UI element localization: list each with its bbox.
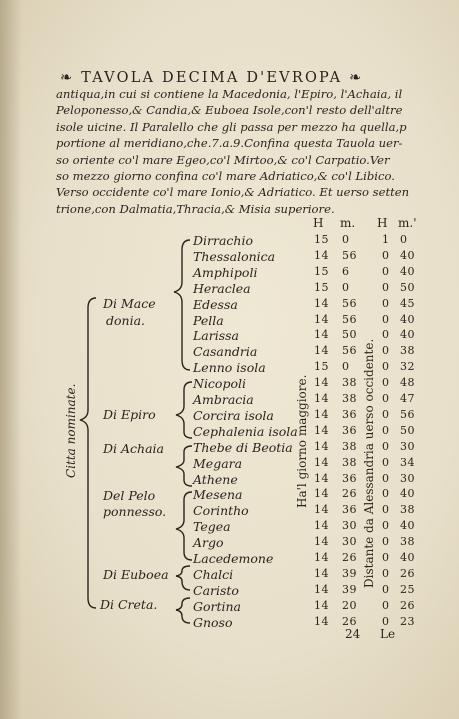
distance-hours-value: 0	[382, 519, 390, 533]
minutes-value: 30	[342, 535, 357, 549]
city-name: Argo	[193, 535, 224, 551]
region-peloponnesso-1: Del Pelo	[103, 488, 156, 503]
distance-minutes-value: 30	[400, 471, 415, 485]
minutes-value: 0	[342, 360, 350, 374]
hours-value: 14	[314, 376, 329, 390]
euboea-brace	[176, 566, 190, 590]
page-title: ❧ TAVOLA DECIMA D'EVROPA ❧	[60, 70, 364, 86]
intro-line: trione,con Dalmatia,Thracia,& Misia superiore.	[56, 201, 335, 216]
distance-minutes-value: 48	[400, 376, 415, 390]
intro-line: so oriente co'l mare Egeo,co'l Mirtoo,& co'l Carpatio.Ver	[56, 152, 390, 167]
distance-hours-value: 0	[382, 566, 390, 580]
minutes-value: 38	[342, 376, 357, 390]
hours-value: 15	[314, 280, 329, 294]
vertical-label-distante: Distante da Alessandria uerso occidente.	[362, 338, 376, 588]
intro-line: portione al meridiano,che.7.a.9.Confina questa Tauola uer-	[56, 136, 403, 151]
distance-minutes-value: 45	[400, 296, 415, 310]
catchword: Le	[380, 627, 396, 641]
distance-minutes-value: 23	[400, 614, 415, 628]
distance-minutes-value: 26	[400, 566, 415, 580]
distance-minutes-value: 0	[400, 233, 408, 246]
minutes-value: 30	[342, 519, 357, 533]
header-minutes-1: m.	[340, 216, 356, 230]
hours-value: 14	[314, 328, 329, 342]
hours-value: 14	[314, 439, 329, 453]
header-hours-1: H	[313, 216, 324, 230]
distance-hours-value: 0	[382, 439, 390, 453]
distance-minutes-value: 47	[400, 392, 415, 405]
hours-value: 14	[314, 503, 329, 517]
distance-hours-value: 0	[382, 598, 390, 612]
intro-line: antiqua,in cui si contiene la Macedonia, l'Epiro, l'Achaia, il	[56, 87, 403, 101]
minutes-value: 56	[342, 312, 357, 326]
hours-value: 15	[314, 264, 329, 278]
distance-minutes-value: 38	[400, 535, 415, 549]
distance-minutes-value: 56	[400, 407, 415, 421]
minutes-value: 56	[342, 296, 357, 310]
minutes-value: 38	[342, 439, 357, 453]
distance-minutes-value: 26	[400, 598, 415, 612]
distance-hours-value: 0	[382, 344, 390, 358]
peloponnesso-brace	[176, 492, 192, 560]
city-name: Thessalonica	[193, 248, 276, 264]
distance-hours-value: 0	[382, 248, 390, 262]
city-name: Nicopoli	[193, 376, 246, 392]
distance-hours-value: 0	[382, 312, 390, 326]
minutes-value: 56	[342, 344, 357, 358]
minutes-value: 39	[342, 582, 357, 596]
hours-value: 14	[314, 551, 329, 564]
city-name: Tegea	[193, 519, 231, 535]
distance-minutes-value: 34	[400, 455, 415, 469]
hours-value: 14	[314, 312, 329, 326]
city-name: Lenno isola	[193, 360, 266, 376]
header-hours-2: H	[377, 216, 388, 230]
hours-value: 14	[314, 455, 329, 469]
minutes-value: 36	[342, 407, 357, 421]
city-name: Gnoso	[193, 614, 233, 630]
hours-value: 14	[314, 423, 329, 437]
macedonia-brace	[174, 240, 190, 370]
region-epiro: Di Epiro	[103, 407, 156, 422]
city-name: Gortina	[193, 598, 242, 614]
region-achaia: Di Achaia	[103, 441, 164, 456]
distance-minutes-value: 40	[400, 312, 415, 326]
distance-hours-value: 0	[382, 376, 390, 390]
city-name: Dirrachio	[193, 233, 253, 248]
city-name: Mesena	[193, 487, 243, 503]
hours-value: 14	[314, 582, 329, 596]
side-label-citta: Citta nominate.	[64, 383, 78, 478]
distance-hours-value: 0	[382, 487, 390, 501]
minutes-value: 56	[342, 248, 357, 262]
city-name: Caristo	[193, 582, 239, 598]
outer-brace	[80, 298, 96, 608]
distance-minutes-value: 40	[400, 551, 415, 564]
hours-value: 15	[314, 233, 329, 246]
minutes-value: 6	[342, 264, 350, 278]
distance-hours-value: 0	[382, 582, 390, 596]
hours-value: 14	[314, 407, 329, 421]
distance-minutes-value: 38	[400, 503, 415, 517]
minutes-value: 38	[342, 455, 357, 469]
distance-minutes-value: 50	[400, 423, 415, 437]
city-name: Casandria	[193, 344, 258, 360]
intro-line: isole uicine. Il Paralello che gli passa per mezzo ha quella,p	[56, 119, 407, 134]
city-name: Thebe di Beotia	[193, 439, 293, 455]
hours-value: 14	[314, 598, 329, 612]
distance-hours-value: 1	[382, 233, 390, 246]
minutes-value: 0	[342, 233, 350, 246]
hours-value: 14	[314, 392, 329, 405]
hours-value: 14	[314, 471, 329, 485]
city-name: Corintho	[193, 503, 249, 519]
distance-hours-value: 0	[382, 392, 390, 405]
distance-minutes-value: 25	[400, 582, 415, 596]
region-euboea: Di Euboea	[103, 567, 169, 582]
vertical-label-giorno: Ha'l giorno maggiore.	[295, 374, 309, 508]
city-name: Lacedemone	[193, 551, 274, 566]
distance-minutes-value: 40	[400, 519, 415, 533]
hours-value: 14	[314, 296, 329, 310]
distance-minutes-value: 40	[400, 248, 415, 262]
intro-line: Peloponesso,& Candia,& Euboea Isole,con'l resto dell'altre	[56, 103, 403, 118]
city-name: Edessa	[193, 296, 238, 312]
hours-value: 14	[314, 519, 329, 533]
minutes-value: 26	[342, 551, 357, 564]
distance-hours-value: 0	[382, 455, 390, 469]
city-name: Cephalenia isola	[193, 423, 298, 439]
minutes-value: 36	[342, 471, 357, 485]
distance-hours-value: 0	[382, 296, 390, 310]
city-name: Ambracia	[193, 392, 254, 407]
distance-minutes-value: 40	[400, 487, 415, 501]
hours-value: 14	[314, 535, 329, 549]
distance-minutes-value: 32	[400, 360, 415, 374]
distance-hours-value: 0	[382, 407, 390, 421]
minutes-value: 20	[342, 598, 357, 612]
region-macedonia-1: Di Mace	[103, 296, 156, 311]
hours-value: 15	[314, 360, 329, 374]
distance-minutes-value: 40	[400, 328, 415, 342]
distance-hours-value: 0	[382, 551, 390, 564]
region-creta: Di Creta.	[100, 597, 158, 612]
minutes-value: 36	[342, 503, 357, 517]
city-name: Athene	[193, 471, 238, 487]
distance-hours-value: 0	[382, 360, 390, 374]
distance-minutes-value: 50	[400, 280, 415, 294]
distance-hours-value: 0	[382, 471, 390, 485]
hours-value: 14	[314, 566, 329, 580]
distance-hours-value: 0	[382, 280, 390, 294]
city-name: Amphipoli	[193, 264, 258, 280]
distance-hours-value: 0	[382, 503, 390, 517]
city-name: Pella	[193, 312, 224, 328]
hours-value: 14	[314, 344, 329, 358]
page-number: 24	[345, 627, 361, 641]
distance-hours-value: 0	[382, 614, 390, 628]
distance-minutes-value: 38	[400, 344, 415, 358]
region-macedonia-2: donia.	[106, 313, 146, 328]
creta-brace	[176, 598, 190, 623]
minutes-value: 26	[342, 614, 357, 628]
header-minutes-2: m.'	[398, 216, 417, 230]
city-name: Megara	[193, 455, 243, 471]
distance-hours-value: 0	[382, 535, 390, 549]
city-name: Chalci	[193, 566, 234, 582]
region-peloponnesso-2: ponnesso.	[103, 504, 167, 519]
minutes-value: 0	[342, 280, 350, 294]
epiro-brace	[176, 382, 192, 438]
city-name: Heraclea	[193, 280, 251, 296]
distance-hours-value: 0	[382, 264, 390, 278]
minutes-value: 36	[342, 423, 357, 437]
intro-line: so mezzo giorno confina co'l mare Adriatico,& co'l Libico.	[56, 169, 395, 184]
city-name: Corcira isola	[193, 407, 274, 423]
minutes-value: 50	[342, 328, 357, 342]
intro-line: Verso occidente co'l mare Ionio,& Adriatico. Et uerso setten	[56, 185, 410, 200]
city-name: Larissa	[193, 328, 240, 344]
minutes-value: 39	[342, 566, 357, 580]
distance-hours-value: 0	[382, 423, 390, 437]
hours-value: 14	[314, 248, 329, 262]
distance-minutes-value: 30	[400, 439, 415, 453]
hours-value: 14	[314, 487, 329, 501]
achaia-brace	[176, 446, 192, 486]
minutes-value: 38	[342, 392, 357, 405]
minutes-value: 26	[342, 487, 357, 501]
hours-value: 14	[314, 614, 329, 628]
distance-hours-value: 0	[382, 328, 390, 342]
distance-minutes-value: 40	[400, 264, 415, 278]
